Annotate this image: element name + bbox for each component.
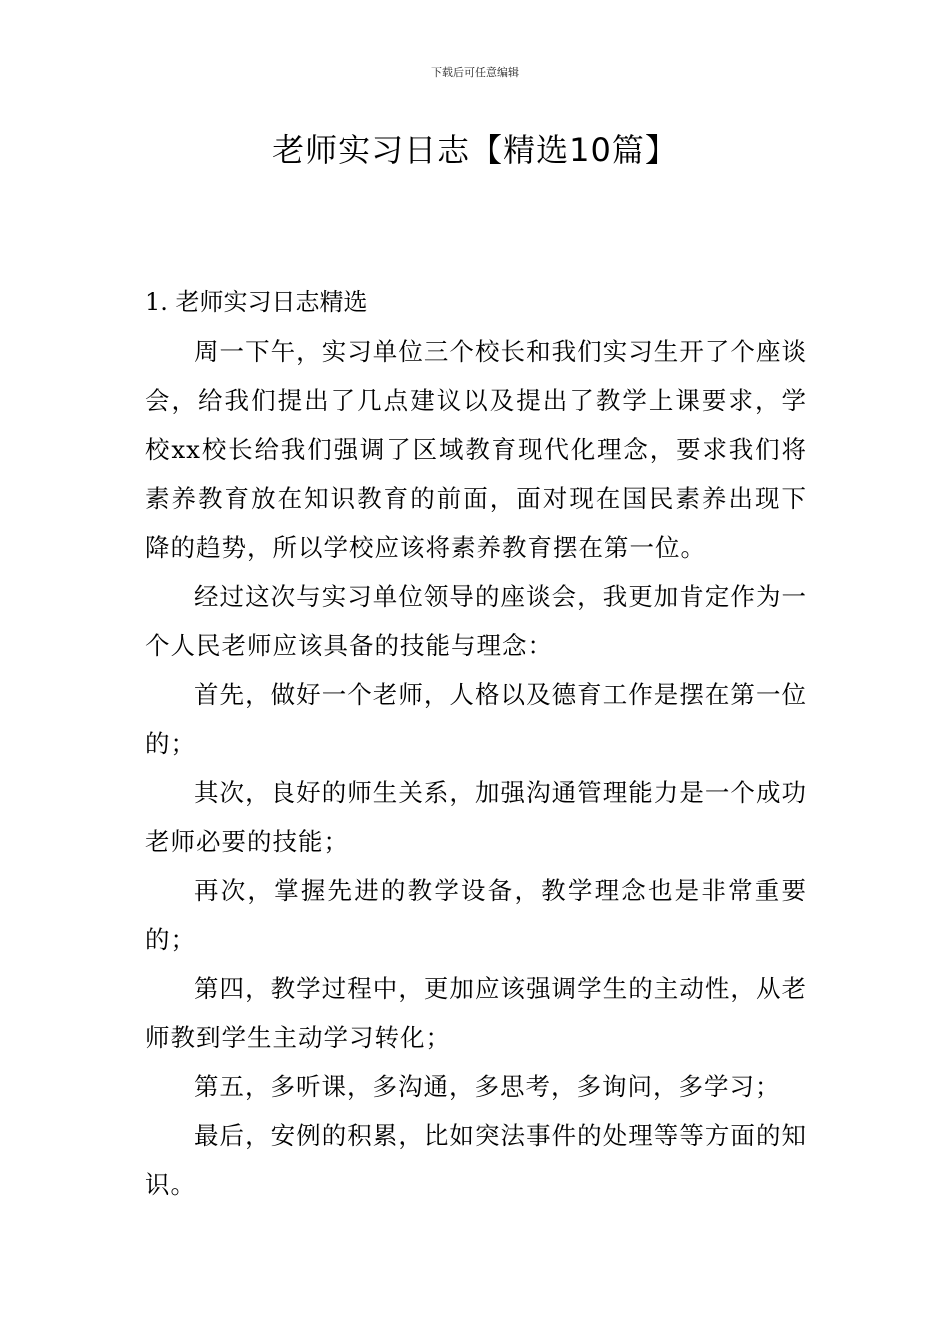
paragraph: 首先，做好一个老师，人格以及德育工作是摆在第一位的； (145, 680, 807, 758)
paragraph: 第五，多听课，多沟通，多思考，多询问，多学习； (194, 1072, 781, 1101)
paragraph: 最后，安例的积累，比如突法事件的处理等等方面的知识。 (145, 1121, 807, 1199)
paragraph: 再次，掌握先进的教学设备，教学理念也是非常重要的； (145, 876, 807, 954)
section-heading: 1. 老师实习日志精选 (145, 288, 368, 316)
document-body (145, 278, 807, 1209)
document-title: 老师实习日志【精选10篇】 (272, 131, 678, 169)
paragraph: 周一下午，实习单位三个校长和我们实习生开了个座谈会，给我们提出了几点建议以及提出了教学上课要求，学校xx校长给我们强调了区域教育现代化理念，要求我们将素养教育放在知识教育的前面，面对现在国民素养出现下降的趋势，所以学校应该将素养教育摆在第一位。 (145, 337, 807, 562)
header-note: 下载后可任意编辑 (431, 66, 519, 79)
paragraph: 第四，教学过程中，更加应该强调学生的主动性，从老师教到学生主动学习转化； (145, 974, 807, 1052)
paragraph: 其次，良好的师生关系，加强沟通管理能力是一个成功老师必要的技能； (145, 778, 807, 856)
paragraph: 经过这次与实习单位领导的座谈会，我更加肯定作为一个人民老师应该具备的技能与理念： (145, 582, 807, 660)
